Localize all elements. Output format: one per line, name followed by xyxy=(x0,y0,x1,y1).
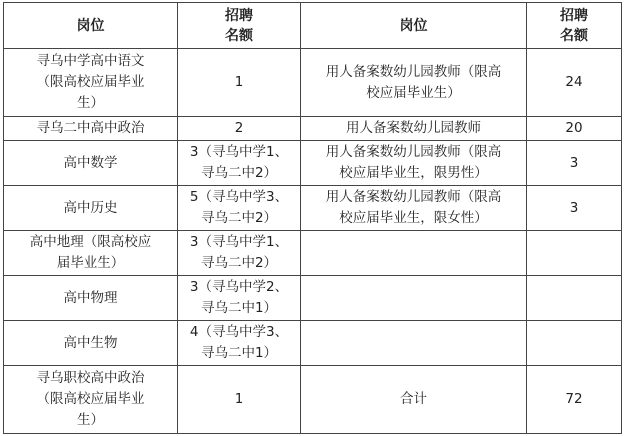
table-row xyxy=(4,321,622,366)
post-right-cell xyxy=(301,231,527,276)
cell-line: 生） xyxy=(77,412,104,428)
cell-line: 寻乌二中1） xyxy=(200,345,278,361)
header-line: 名额 xyxy=(225,27,253,44)
count-right-cell xyxy=(527,49,622,117)
cell-line: 寻乌职校高中政治 xyxy=(36,370,145,386)
cell-line: 5（寻乌中学3、 xyxy=(189,189,289,205)
count-right-cell xyxy=(527,366,622,434)
post-left-cell xyxy=(4,117,178,141)
post-left-cell xyxy=(4,366,178,434)
table-row xyxy=(4,366,622,434)
cell-line: 24 xyxy=(565,74,583,90)
cell-line: 寻乌二中2） xyxy=(200,210,278,226)
count-left-cell xyxy=(178,49,301,117)
cell-line: 4（寻乌中学3、 xyxy=(189,324,289,340)
table-row xyxy=(4,186,622,231)
cell-line: 高中物理 xyxy=(63,289,118,306)
post-left-cell xyxy=(4,49,178,117)
cell-line: 高中数学 xyxy=(63,154,118,171)
header-line: 名额 xyxy=(560,27,588,44)
cell-line: 3 xyxy=(569,199,579,216)
cell-line: 用人备案数幼儿园教师 xyxy=(346,120,481,136)
count-left-cell xyxy=(178,276,301,321)
post-right-cell xyxy=(301,186,527,231)
post-left-cell xyxy=(4,231,178,276)
count-right-cell xyxy=(527,117,622,141)
cell-line: 寻乌二中2） xyxy=(200,255,278,271)
post-right-cell xyxy=(301,141,527,186)
post-left-cell xyxy=(4,186,178,231)
cell-line: （限高校应届毕业 xyxy=(36,391,145,407)
header-post-right xyxy=(301,3,527,49)
cell-line: 2 xyxy=(234,120,244,136)
header-line: 招聘 xyxy=(225,7,253,24)
cell-line: 高中地理（限高校应 xyxy=(29,234,152,250)
cell-line: 用人备案数幼儿园教师（限高 xyxy=(325,189,502,205)
cell-line: 72 xyxy=(565,391,583,407)
post-left-cell xyxy=(4,321,178,366)
count-left-cell xyxy=(178,321,301,366)
post-right-cell xyxy=(301,366,527,434)
header-line: 招聘 xyxy=(560,7,588,24)
cell-line: 1 xyxy=(234,74,244,90)
post-right-cell xyxy=(301,276,527,321)
cell-line: （限高校应届毕业 xyxy=(36,74,145,90)
recruitment-table xyxy=(3,2,622,434)
cell-line: 1 xyxy=(234,391,244,407)
cell-line: 3 xyxy=(569,154,579,171)
count-right-cell xyxy=(527,231,622,276)
post-right-cell xyxy=(301,321,527,366)
count-left-cell xyxy=(178,117,301,141)
cell-line: 校应届毕业生，限女性） xyxy=(339,210,488,226)
cell-line: 3（寻乌中学1、 xyxy=(189,234,289,250)
table-row xyxy=(4,231,622,276)
cell-line: 校应届毕业生） xyxy=(366,84,461,101)
cell-line: 3（寻乌中学2、 xyxy=(189,279,289,295)
cell-line: 高中历史 xyxy=(63,199,118,216)
cell-line: 寻乌二中2） xyxy=(200,165,278,181)
cell-line: 生） xyxy=(77,95,104,111)
cell-line: 届毕业生） xyxy=(56,255,125,271)
cell-line: 用人备案数幼儿园教师（限高 xyxy=(325,144,502,160)
count-right-cell xyxy=(527,186,622,231)
cell-line: 高中生物 xyxy=(63,334,118,351)
table-body xyxy=(4,49,622,434)
table-row xyxy=(4,117,622,141)
count-left-cell xyxy=(178,141,301,186)
cell-line: 寻乌中学高中语文 xyxy=(36,53,145,69)
post-left-cell xyxy=(4,276,178,321)
count-left-cell xyxy=(178,231,301,276)
table-row xyxy=(4,49,622,117)
cell-line: 3（寻乌中学1、 xyxy=(189,144,289,160)
count-left-cell xyxy=(178,366,301,434)
table-row xyxy=(4,276,622,321)
table-row xyxy=(4,141,622,186)
cell-line: 合计 xyxy=(400,391,427,407)
cell-line: 用人备案数幼儿园教师（限高 xyxy=(325,63,502,80)
cell-line: 20 xyxy=(565,120,583,136)
header-line: 岗位 xyxy=(76,17,105,34)
count-right-cell xyxy=(527,141,622,186)
cell-line: 寻乌二中高中政治 xyxy=(36,120,145,136)
header-post-left xyxy=(4,3,178,49)
post-right-cell xyxy=(301,117,527,141)
header-line: 岗位 xyxy=(399,17,428,34)
count-right-cell xyxy=(527,276,622,321)
header-row xyxy=(4,3,622,49)
count-right-cell xyxy=(527,321,622,366)
count-left-cell xyxy=(178,186,301,231)
post-right-cell xyxy=(301,49,527,117)
header-count-left xyxy=(178,3,301,49)
cell-line: 校应届毕业生，限男性） xyxy=(339,165,488,181)
header-count-right xyxy=(527,3,622,49)
cell-line: 寻乌二中1） xyxy=(200,300,278,316)
post-left-cell xyxy=(4,141,178,186)
